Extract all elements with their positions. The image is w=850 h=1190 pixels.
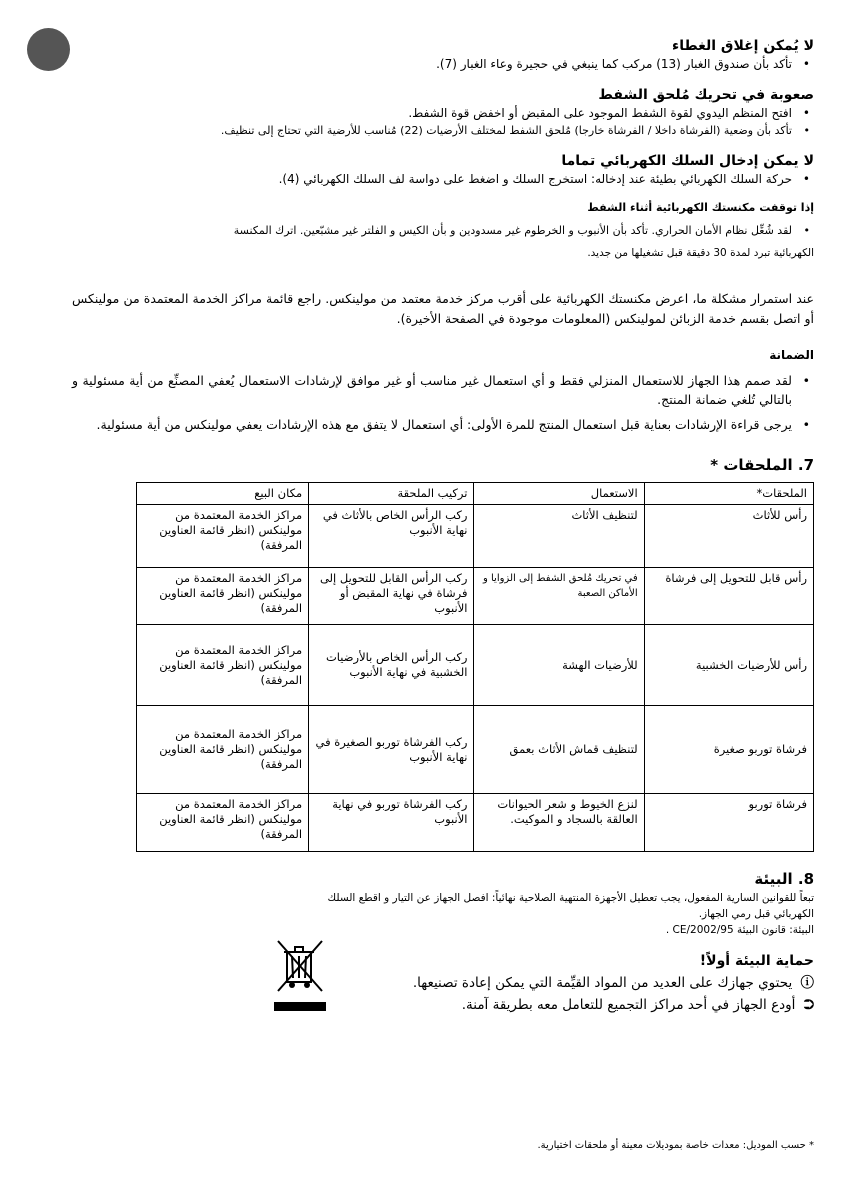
cell-fitting: ركب الرأس الخاص بالأثاث في نهاية الأنبوب <box>309 505 474 568</box>
cell-accessory: فرشاة توربو صغيرة <box>644 706 813 794</box>
environment-line: تبعاً للقوانين السارية المفعول، يجب تعطيل الأجهزة المنتهية الصلاحية نهائياً: افصل الجهاز عن التيار و اقطع السلك <box>327 892 814 904</box>
protect-environment-block <box>72 950 814 1038</box>
accessories-table <box>136 482 814 852</box>
list-item: • لقد شُغِّل نظام الأمان الحراري. تأكد بأن الأنبوب و الخرطوم غير مسدودين و بأن الكيس و الفلتر غير مشبّعين. اترك المكنسة <box>72 222 814 239</box>
stops-title: إذا توقفت مكنستك الكهربائية أثناء الشفط <box>587 201 814 214</box>
cell-where: مراكز الخدمة المعتمدة من مولينكس (انظر قائمة العناوين المرفقة) <box>137 706 309 794</box>
cell-fitting: ركب الفرشاة توربو الصغيرة في نهاية الأنبوب <box>309 706 474 794</box>
environment-line: الكهربائي قبل رمي الجهاز. <box>698 908 814 920</box>
cell-use: لتنظيف قماش الأثاث بعمق <box>474 706 644 794</box>
guarantee-title: الضمانة <box>769 348 814 362</box>
cell-accessory: فرشاة توربو <box>644 794 813 852</box>
header-accessory: الملحقات* <box>644 483 813 505</box>
guarantee-list <box>72 371 814 434</box>
lid-list <box>72 56 814 73</box>
cell-fitting: ركب الرأس القابل للتحويل إلى فرشاة في نهاية المقبض أو الأنبوب <box>309 568 474 625</box>
page-content <box>72 36 814 1038</box>
cell-where: مراكز الخدمة المعتمدة من مولينكس (انظر قائمة العناوين المرفقة) <box>137 568 309 625</box>
table-row <box>137 794 814 852</box>
cell-where: مراكز الخدمة المعتمدة من مولينكس (انظر قائمة العناوين المرفقة) <box>137 505 309 568</box>
list-item: • تأكد بأن وضعية (الفرشاة داخلا / الفرشاة خارجا) مُلحق الشفط لمختلف الأرضيات (22) مُناسب للأرضية التي تحتاج إلى تنظيف. <box>72 122 814 139</box>
cable-list <box>72 171 814 188</box>
header-fitting: تركيب الملحقة <box>309 483 474 505</box>
lid-title: لا يُمكن إغلاق الغطاء <box>672 38 814 54</box>
cell-accessory: رأس للأرضيات الخشبية <box>644 625 813 706</box>
header-use: الاستعمال <box>474 483 644 505</box>
list-item: • يرجى قراءة الإرشادات بعناية قبل استعمال المنتج للمرة الأولى: أي استعمال لا يتفق مع هذه الإرشادات يعفي مولينكس من أية مسئولية. <box>72 415 814 434</box>
cell-use: في تحريك مُلحق الشفط إلى الزوايا و الأماكن الصعبة <box>474 568 644 625</box>
suction-title: صعوبة في تحريك مُلحق الشفط <box>598 87 814 103</box>
cell-where: مراكز الخدمة المعتمدة من مولينكس (انظر قائمة العناوين المرفقة) <box>137 625 309 706</box>
cell-fitting: ركب الرأس الخاص بالأرضيات الخشبية في نهاية الأنبوب <box>309 625 474 706</box>
cell-use: للأرضيات الهشة <box>474 625 644 706</box>
cable-title: لا يمكن إدخال السلك الكهربائي تماما <box>561 153 814 169</box>
protect-line <box>72 994 814 1016</box>
cell-accessory: رأس للأثاث <box>644 505 813 568</box>
protect-line-text: أودع الجهاز في أحد مراكز التجميع للتعامل معه بطريقة آمنة. <box>461 997 796 1013</box>
crossed-out-bin-icon <box>274 938 326 1012</box>
protect-line <box>72 972 814 994</box>
cell-fitting: ركب الفرشاة توربو في نهاية الأنبوب <box>309 794 474 852</box>
accessories-title: 7. الملحقات * <box>710 456 814 474</box>
table-row <box>137 505 814 568</box>
page-marker-dot <box>27 28 70 71</box>
footnote: * حسب الموديل: معدات خاصة بموديلات معينة أو ملحقات اختيارية. <box>537 1140 814 1151</box>
table-row <box>137 568 814 625</box>
environment-title: 8. البيئة <box>754 870 814 888</box>
cell-use: لتنظيف الأثاث <box>474 505 644 568</box>
cell-where: مراكز الخدمة المعتمدة من مولينكس (انظر قائمة العناوين المرفقة) <box>137 794 309 852</box>
table-row <box>137 706 814 794</box>
protect-line-text: يحتوي جهازك على العديد من المواد القيِّمة التي يمكن إعادة تصنيعها. <box>412 975 793 991</box>
cell-use: لنزع الخيوط و شعر الحيوانات العالقة بالسجاد و الموكيت. <box>474 794 644 852</box>
suction-list <box>72 105 814 139</box>
problem-paragraph: عند استمرار مشكلة ما، اعرض مكنستك الكهربائية على أقرب مركز خدمة معتمد من مولينكس. راجع قائمة مراكز الخدمة المعتمدة من مولينكس أو اتصل بقسم خدمة الزبائن لمولينكس (المعلومات موجودة في الصفحة الأخيرة). <box>72 291 814 326</box>
stops-continuation: الكهربائية تبرد لمدة 30 دقيقة قبل تشغيلها من جديد. <box>587 247 814 259</box>
list-item: • تأكد بأن صندوق الغبار (13) مركب كما ينبغي في حجيرة وعاء الغبار (7). <box>72 56 814 73</box>
arrow-right-icon: ⮊ <box>803 997 814 1013</box>
cell-accessory: رأس قابل للتحويل إلى فرشاة <box>644 568 813 625</box>
list-item: • لقد صمم هذا الجهاز للاستعمال المنزلي فقط و أي استعمال غير مناسب أو غير موافق لإرشادات الاستعمال يُعفي المصنِّع من أية مسئولية و بالتالي تُلغي ضمانة المنتج. <box>72 371 814 409</box>
info-icon: ⓘ <box>800 975 814 991</box>
list-item: • افتح المنظم اليدوي لقوة الشفط الموجود على المقبض أو اخفض قوة الشفط. <box>72 105 814 122</box>
header-where: مكان البيع <box>137 483 309 505</box>
protect-title: حماية البيئة أولاً! <box>699 953 814 969</box>
table-header-row <box>137 483 814 505</box>
list-item: • حركة السلك الكهربائي بطيئة عند إدخاله: استخرج السلك و اضغط على دواسة لف السلك الكهربائي (4). <box>72 171 814 188</box>
environment-line: البيئة: قانون البيئة 2002/95/CE . <box>665 924 814 936</box>
stops-list <box>72 222 814 239</box>
table-row <box>137 625 814 706</box>
